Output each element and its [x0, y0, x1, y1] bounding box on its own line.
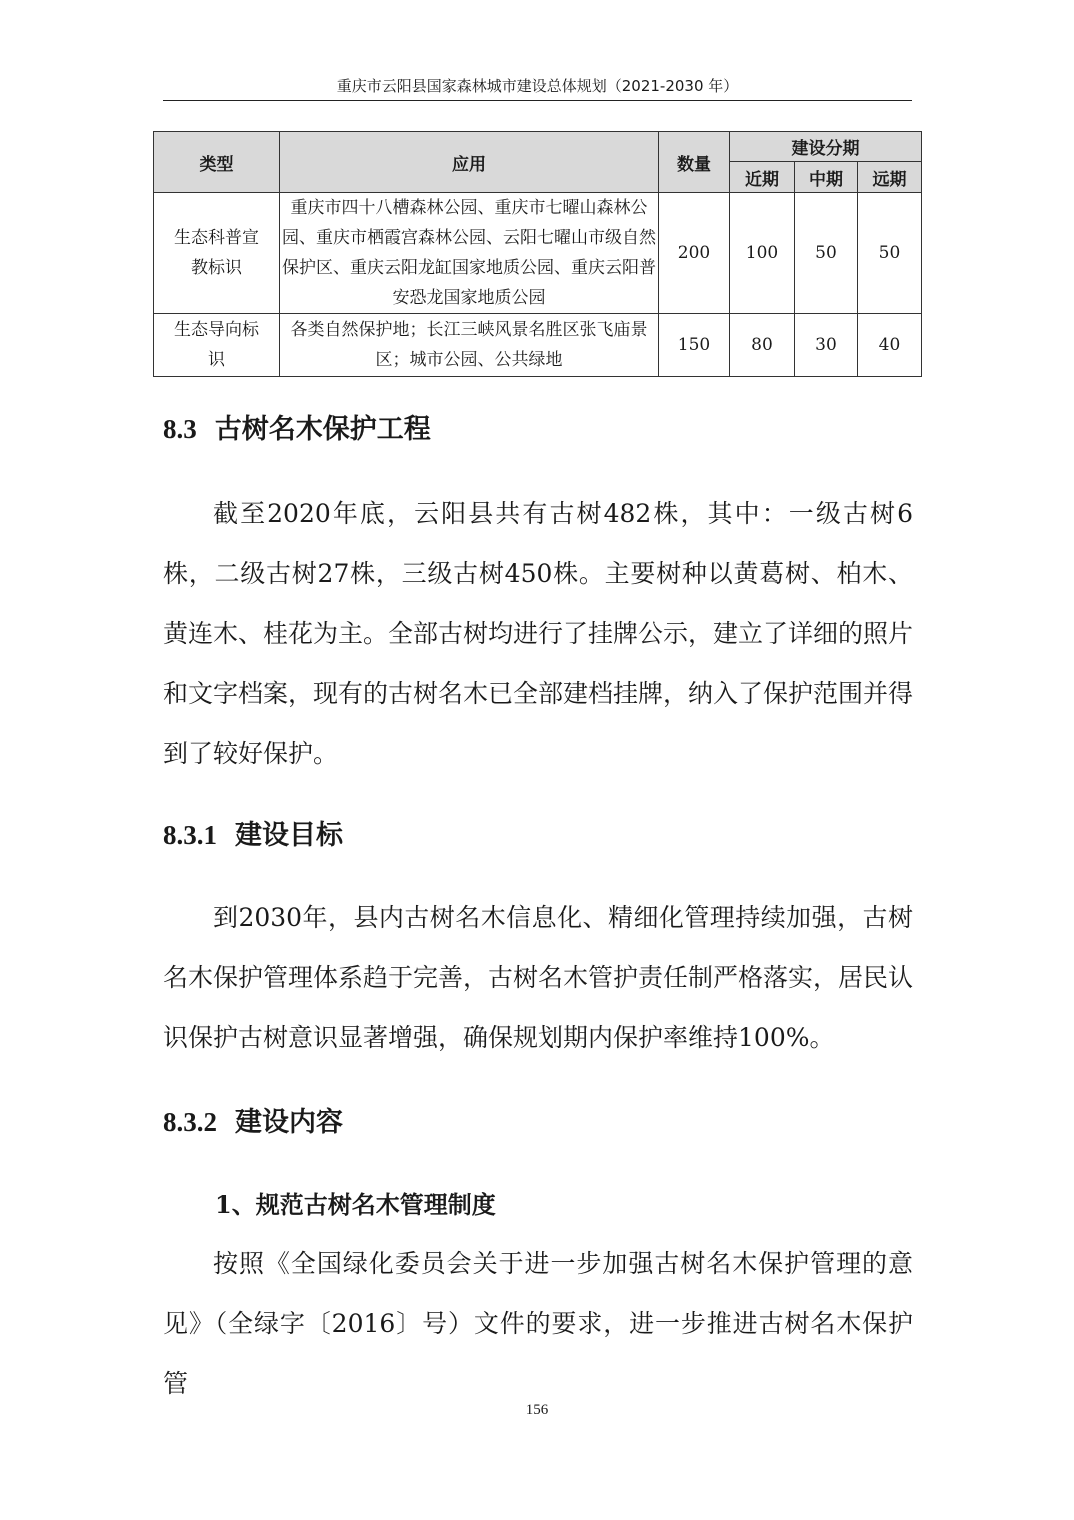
cell-application: 各类自然保护地；长江三峡风景名胜区张飞庙景区；城市公园、公共绿地: [280, 314, 659, 377]
cell-near: 100: [730, 193, 795, 314]
cell-mid: 30: [795, 314, 858, 377]
section-heading-8-3-2: [163, 1104, 343, 1141]
section-number: 8.3.2: [163, 1107, 217, 1137]
type-line: 生态导向标: [174, 320, 259, 340]
header-phase-group: 建设分期: [730, 132, 922, 162]
header-far: 远期: [858, 162, 922, 193]
header-quantity: 数量: [659, 132, 730, 193]
signage-plan-table: [153, 131, 922, 377]
cell-quantity: 200: [659, 193, 730, 314]
cell-far: 50: [858, 193, 922, 314]
cell-type: [154, 193, 280, 314]
cell-near: 80: [730, 314, 795, 377]
subheading-management-system: 1、规范古树名木管理制度: [215, 1190, 496, 1219]
header-near: 近期: [730, 162, 795, 193]
section-title: 建设内容: [235, 1107, 343, 1138]
header-application: 应用: [280, 132, 659, 193]
type-line: 生态科普宣: [174, 228, 259, 248]
paragraph-ancient-trees-status: 截至2020年底，云阳县共有古树482株，其中：一级古树6株，二级古树27株，三级古树450株。主要树种以黄葛树、柏木、黄连木、桂花为主。全部古树均进行了挂牌公示，建立了详细的照片和文字档案，现有的古树名木已全部建档挂牌，纳入了保护范围并得到了较好保护。: [163, 499, 914, 768]
cell-type: [154, 314, 280, 377]
paragraph-construction-goal: 到2030年，县内古树名木信息化、精细化管理持续加强，古树名木保护管理体系趋于完善，古树名木管护责任制严格落实，居民认识保护古树意识显著增强，确保规划期内保护率维持100%。: [163, 903, 914, 1052]
header-mid: 中期: [795, 162, 858, 193]
section-number: 8.3.1: [163, 820, 217, 850]
running-header: 重庆市云阳县国家森林城市建设总体规划（2021-2030 年）: [163, 72, 912, 101]
cell-mid: 50: [795, 193, 858, 314]
type-line: 教标识: [191, 258, 242, 278]
header-type: 类型: [154, 132, 280, 193]
page-number: 156: [525, 1402, 549, 1418]
type-line: 识: [208, 350, 225, 370]
paragraph-management-system: 按照《全国绿化委员会关于进一步加强古树名木保护管理的意见》（全绿字〔2016〕号）文件的要求，进一步推进古树名木保护管: [163, 1249, 913, 1398]
cell-far: 40: [858, 314, 922, 377]
section-heading-8-3-1: [163, 817, 343, 854]
table-header-row: [154, 132, 922, 162]
table-row: [154, 314, 922, 377]
section-heading-8-3: [163, 411, 431, 448]
section-number: 8.3: [163, 414, 197, 444]
cell-application: 重庆市四十八槽森林公园、重庆市七曜山森林公园、重庆市栖霞宫森林公园、云阳七曜山市级自然保护区、重庆云阳龙缸国家地质公园、重庆云阳普安恐龙国家地质公园: [280, 193, 659, 314]
cell-quantity: 150: [659, 314, 730, 377]
section-title: 古树名木保护工程: [214, 414, 431, 445]
table-row: [154, 193, 922, 314]
section-title: 建设目标: [235, 820, 343, 851]
